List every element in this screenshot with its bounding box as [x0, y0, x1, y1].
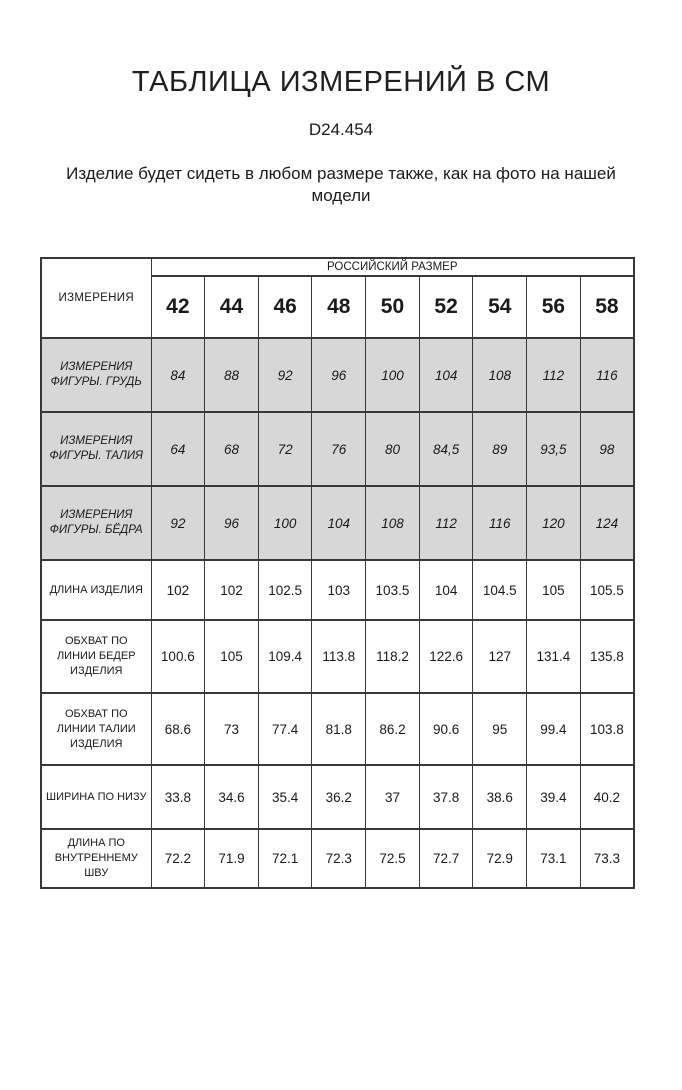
- product-row-label: ОБХВАТ ПО ЛИНИИ ТАЛИИ ИЗДЕЛИЯ: [41, 693, 151, 765]
- size-header-cell: 56: [527, 276, 581, 338]
- product-value-cell: 72.2: [151, 829, 205, 888]
- figure-value-cell: 68: [205, 412, 259, 486]
- product-value-cell: 71.9: [205, 829, 259, 888]
- product-measurement-row: [41, 765, 634, 829]
- figure-measurement-row: [41, 412, 634, 486]
- figure-row-label: ИЗМЕРЕНИЯ ФИГУРЫ. ТАЛИЯ: [41, 412, 151, 486]
- figure-value-cell: 96: [312, 338, 366, 412]
- size-header-cell: 50: [366, 276, 420, 338]
- figure-value-cell: 72: [258, 412, 312, 486]
- product-value-cell: 105: [527, 560, 581, 620]
- figure-value-cell: 104: [419, 338, 473, 412]
- product-value-cell: 72.7: [419, 829, 473, 888]
- product-value-cell: 102: [205, 560, 259, 620]
- product-value-cell: 77.4: [258, 693, 312, 765]
- size-table-header-group-row: [41, 258, 634, 276]
- figure-value-cell: 76: [312, 412, 366, 486]
- figure-value-cell: 93,5: [527, 412, 581, 486]
- figure-value-cell: 96: [205, 486, 259, 560]
- figure-value-cell: 112: [527, 338, 581, 412]
- product-value-cell: 86.2: [366, 693, 420, 765]
- figure-value-cell: 112: [419, 486, 473, 560]
- figure-value-cell: 108: [473, 338, 527, 412]
- product-value-cell: 73.1: [527, 829, 581, 888]
- size-header-cell: 58: [580, 276, 634, 338]
- size-header-cell: 44: [205, 276, 259, 338]
- product-value-cell: 105.5: [580, 560, 634, 620]
- figure-value-cell: 100: [258, 486, 312, 560]
- product-value-cell: 90.6: [419, 693, 473, 765]
- product-value-cell: 39.4: [527, 765, 581, 829]
- figure-value-cell: 124: [580, 486, 634, 560]
- product-value-cell: 100.6: [151, 620, 205, 693]
- product-measurement-row: [41, 560, 634, 620]
- size-chart-page: [0, 66, 682, 1090]
- figure-value-cell: 64: [151, 412, 205, 486]
- measurements-corner-label: ИЗМЕРЕНИЯ: [41, 258, 151, 338]
- fit-note: Изделие будет сидеть в любом размере также, как на фото на нашей модели: [66, 164, 616, 205]
- product-value-cell: 109.4: [258, 620, 312, 693]
- product-value-cell: 35.4: [258, 765, 312, 829]
- product-value-cell: 105: [205, 620, 259, 693]
- product-value-cell: 104.5: [473, 560, 527, 620]
- russian-size-group-label: РОССИЙСКИЙ РАЗМЕР: [151, 258, 634, 276]
- product-value-cell: 103.8: [580, 693, 634, 765]
- product-value-cell: 38.6: [473, 765, 527, 829]
- product-value-cell: 40.2: [580, 765, 634, 829]
- product-row-label: ДЛИНА ПО ВНУТРЕННЕМУ ШВУ: [41, 829, 151, 888]
- size-header-cell: 46: [258, 276, 312, 338]
- size-table: [40, 257, 635, 889]
- figure-measurement-row: [41, 486, 634, 560]
- product-measurement-row: [41, 693, 634, 765]
- figure-value-cell: 92: [258, 338, 312, 412]
- product-value-cell: 73.3: [580, 829, 634, 888]
- figure-value-cell: 98: [580, 412, 634, 486]
- page-title: ТАБЛИЦА ИЗМЕРЕНИЙ В СМ: [131, 66, 551, 98]
- figure-value-cell: 84: [151, 338, 205, 412]
- product-value-cell: 72.1: [258, 829, 312, 888]
- figure-value-cell: 88: [205, 338, 259, 412]
- product-value-cell: 135.8: [580, 620, 634, 693]
- figure-value-cell: 80: [366, 412, 420, 486]
- figure-value-cell: 120: [527, 486, 581, 560]
- product-value-cell: 72.5: [366, 829, 420, 888]
- article-number: D24.454: [308, 120, 374, 139]
- product-row-label: ОБХВАТ ПО ЛИНИИ БЕДЕР ИЗДЕЛИЯ: [41, 620, 151, 693]
- figure-value-cell: 116: [473, 486, 527, 560]
- product-value-cell: 73: [205, 693, 259, 765]
- product-value-cell: 37: [366, 765, 420, 829]
- product-value-cell: 37.8: [419, 765, 473, 829]
- product-value-cell: 95: [473, 693, 527, 765]
- product-value-cell: 72.9: [473, 829, 527, 888]
- product-value-cell: 99.4: [527, 693, 581, 765]
- figure-value-cell: 84,5: [419, 412, 473, 486]
- product-value-cell: 68.6: [151, 693, 205, 765]
- figure-value-cell: 89: [473, 412, 527, 486]
- size-table-wrapper: [40, 257, 682, 889]
- product-value-cell: 36.2: [312, 765, 366, 829]
- product-value-cell: 113.8: [312, 620, 366, 693]
- product-value-cell: 102: [151, 560, 205, 620]
- figure-value-cell: 108: [366, 486, 420, 560]
- product-value-cell: 72.3: [312, 829, 366, 888]
- product-value-cell: 127: [473, 620, 527, 693]
- size-table-body: [41, 338, 634, 888]
- size-header-cell: 54: [473, 276, 527, 338]
- figure-value-cell: 100: [366, 338, 420, 412]
- size-header-cell: 48: [312, 276, 366, 338]
- figure-value-cell: 104: [312, 486, 366, 560]
- product-value-cell: 81.8: [312, 693, 366, 765]
- product-measurement-row: [41, 829, 634, 888]
- product-value-cell: 103.5: [366, 560, 420, 620]
- product-value-cell: 118.2: [366, 620, 420, 693]
- product-value-cell: 33.8: [151, 765, 205, 829]
- product-measurement-row: [41, 620, 634, 693]
- product-row-label: ШИРИНА ПО НИЗУ: [41, 765, 151, 829]
- size-header-cell: 52: [419, 276, 473, 338]
- product-value-cell: 122.6: [419, 620, 473, 693]
- figure-measurement-row: [41, 338, 634, 412]
- product-value-cell: 104: [419, 560, 473, 620]
- figure-value-cell: 116: [580, 338, 634, 412]
- product-value-cell: 34.6: [205, 765, 259, 829]
- product-value-cell: 131.4: [527, 620, 581, 693]
- figure-row-label: ИЗМЕРЕНИЯ ФИГУРЫ. ГРУДЬ: [41, 338, 151, 412]
- figure-value-cell: 92: [151, 486, 205, 560]
- product-row-label: ДЛИНА ИЗДЕЛИЯ: [41, 560, 151, 620]
- size-header-cell: 42: [151, 276, 205, 338]
- product-value-cell: 103: [312, 560, 366, 620]
- product-value-cell: 102.5: [258, 560, 312, 620]
- figure-row-label: ИЗМЕРЕНИЯ ФИГУРЫ. БЁДРА: [41, 486, 151, 560]
